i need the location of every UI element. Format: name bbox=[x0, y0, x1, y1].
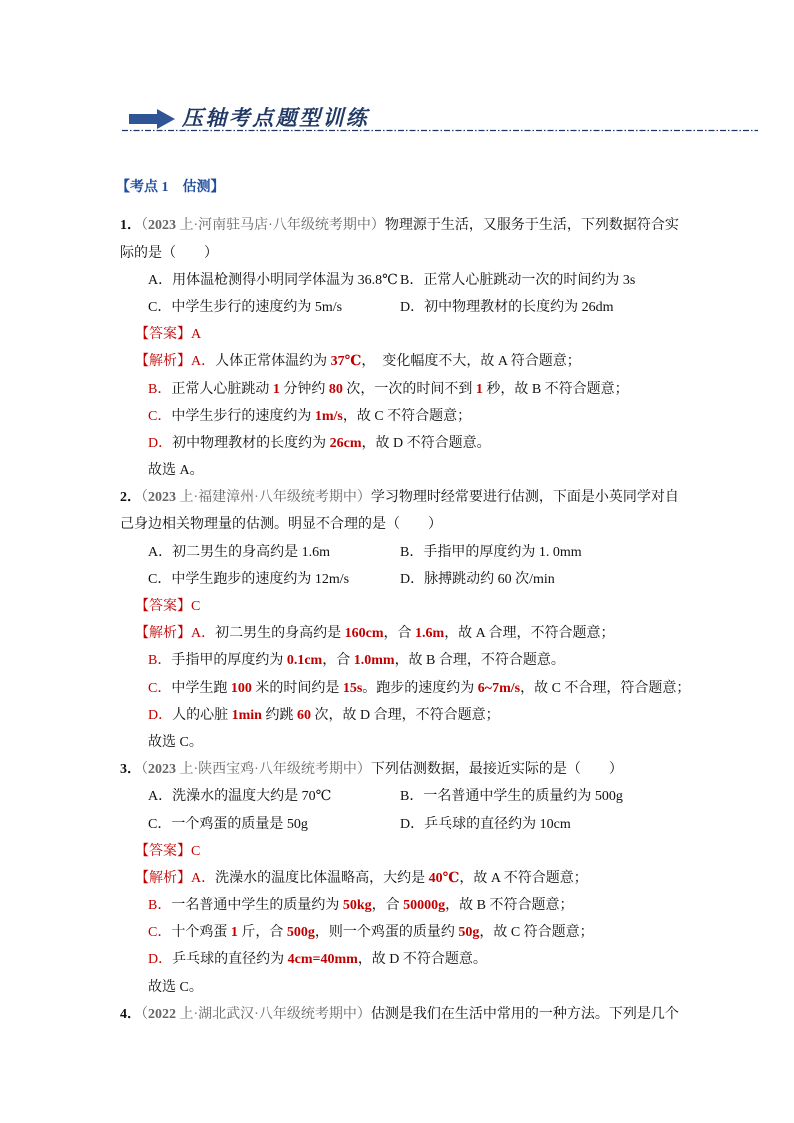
text-run: 15s bbox=[342, 680, 363, 696]
text-run: ，合 bbox=[371, 898, 404, 914]
analysis-line bbox=[120, 865, 740, 892]
text-run: A． bbox=[191, 626, 216, 642]
answer-line bbox=[120, 838, 740, 865]
text-run: 际的是（ ） bbox=[120, 245, 218, 261]
question-stem-line bbox=[120, 484, 740, 511]
text-run: 手指甲的厚度约为 bbox=[171, 653, 287, 669]
text-run: 3． bbox=[120, 762, 141, 778]
text-run: 1m/s bbox=[314, 408, 343, 424]
text-run: 估测是我们在生活中常用的一种方法。下列是几个 bbox=[370, 1006, 679, 1022]
text-run: 己身边相关物理量的估测。明显不合理的是（ ） bbox=[120, 517, 442, 533]
text-run: 1.0mm bbox=[353, 653, 395, 669]
answer-value: C bbox=[191, 599, 201, 615]
text-run: ，故 B 不符合题意； bbox=[445, 898, 574, 914]
analysis-line bbox=[120, 647, 740, 674]
text-run: 【解析】 bbox=[135, 626, 191, 642]
text-run: 1.6m bbox=[415, 626, 445, 642]
text-run: D． bbox=[148, 952, 173, 968]
analysis-line bbox=[120, 675, 740, 702]
text-run: 50000g bbox=[403, 898, 446, 914]
text-run: 上·陕西宝鸡·八年级统考期中） bbox=[176, 762, 371, 778]
analysis-line bbox=[120, 348, 740, 375]
text-run: 斤，合 bbox=[237, 925, 287, 941]
text-run: ，故 A 合理，不符合题意； bbox=[444, 626, 615, 642]
text-run: ，故 C 不合理，符合题意； bbox=[520, 680, 691, 696]
text-run: B． bbox=[148, 898, 172, 914]
question-stem-line bbox=[120, 756, 740, 783]
text-run: 37℃ bbox=[330, 354, 362, 370]
answer-value: C bbox=[191, 843, 201, 859]
text-run: 人的心脏 bbox=[172, 707, 232, 723]
section-header bbox=[0, 0, 794, 140]
text-run: 次，一次的时间不到 bbox=[342, 381, 476, 397]
option-d: D．脉搏跳动约 60 次/min bbox=[400, 571, 555, 587]
option-row bbox=[120, 811, 740, 838]
option-a: A．初二男生的身高约是 1.6m bbox=[148, 544, 330, 560]
text-run: 2023 bbox=[148, 490, 176, 506]
text-run: 500g bbox=[286, 925, 315, 941]
text-run: （ bbox=[141, 218, 148, 234]
answer-line bbox=[120, 321, 740, 348]
conclusion-line: 故选 C。 bbox=[148, 979, 203, 995]
option-row bbox=[120, 294, 740, 321]
question-stem-line bbox=[120, 240, 740, 267]
analysis-line bbox=[120, 430, 740, 457]
option-b: B．一名普通中学生的质量约为 500g bbox=[400, 789, 623, 805]
text-run: 80 bbox=[328, 381, 343, 397]
text-run: 100 bbox=[230, 680, 252, 696]
text-run: 十个鸡蛋 bbox=[171, 925, 231, 941]
text-run: C． bbox=[148, 680, 172, 696]
option-d: D．初中物理教材的长度约为 26dm bbox=[400, 299, 614, 315]
text-run: ，则一个鸡蛋的质量约 bbox=[314, 925, 459, 941]
text-run: ，故 D 不符合题意。 bbox=[357, 952, 487, 968]
text-run: 上·福建漳州·八年级统考期中） bbox=[176, 490, 371, 506]
text-run: ，故 C 符合题意； bbox=[479, 925, 594, 941]
text-run: ，合 bbox=[322, 653, 354, 669]
answer-label: 【答案】 bbox=[135, 843, 191, 859]
text-run: （ bbox=[141, 1006, 148, 1022]
text-run: ，合 bbox=[383, 626, 416, 642]
question-stem-line bbox=[120, 1001, 740, 1028]
option-row bbox=[120, 539, 740, 566]
text-run: 秒，故 B 不符合题意； bbox=[482, 381, 629, 397]
option-c: C．一个鸡蛋的质量是 50g bbox=[148, 816, 308, 832]
conclusion-line: 故选 A。 bbox=[148, 463, 204, 479]
option-c: C．中学生步行的速度约为 5m/s bbox=[148, 299, 343, 315]
text-run: 1 bbox=[475, 381, 483, 397]
option-row bbox=[120, 267, 740, 294]
text-run: 4cm=40mm bbox=[287, 952, 358, 968]
text-run: 物理源于生活，又服务于生活，下列数据符合实 bbox=[384, 218, 679, 234]
text-run: 26cm bbox=[329, 435, 362, 451]
text-run: ，故 D 不符合题意。 bbox=[361, 435, 491, 451]
question-stem-line bbox=[120, 511, 740, 538]
text-run: 1． bbox=[120, 218, 141, 234]
text-run: 1 bbox=[272, 381, 280, 397]
answer-label: 【答案】 bbox=[135, 327, 191, 343]
text-run: 人体正常体温约为 bbox=[215, 354, 331, 370]
text-run: 正常人心脏跳动 bbox=[171, 381, 273, 397]
question-2 bbox=[120, 484, 740, 756]
text-run: C． bbox=[148, 925, 172, 941]
question-4 bbox=[120, 1001, 740, 1028]
text-run: 2022 bbox=[148, 1006, 176, 1022]
text-run: A． bbox=[191, 870, 216, 886]
answer-value: A bbox=[191, 327, 202, 343]
text-run: 1min bbox=[231, 707, 262, 723]
text-run: 洗澡水的温度比体温略高，大约是 bbox=[215, 870, 429, 886]
text-run: 6~7m/s bbox=[477, 680, 521, 696]
option-a: A．洗澡水的温度大约是 70℃ bbox=[148, 789, 332, 805]
answer-line bbox=[120, 593, 740, 620]
analysis-line bbox=[120, 892, 740, 919]
answer-label: 【答案】 bbox=[135, 599, 191, 615]
text-run: 中学生步行的速度约为 bbox=[171, 408, 315, 424]
text-run: A． bbox=[191, 354, 216, 370]
text-run: 。跑步的速度约为 bbox=[362, 680, 478, 696]
text-run: （ bbox=[141, 762, 148, 778]
question-list bbox=[120, 212, 740, 1028]
text-run: 2023 bbox=[148, 218, 176, 234]
text-run: 次，故 D 合理，不符合题意； bbox=[310, 707, 500, 723]
text-run: B． bbox=[148, 653, 172, 669]
text-run: 40℃ bbox=[428, 870, 460, 886]
text-run: 【解析】 bbox=[135, 870, 191, 886]
header-divider bbox=[122, 128, 758, 133]
analysis-line bbox=[120, 702, 740, 729]
question-1 bbox=[120, 212, 740, 484]
option-a: A．用体温枪测得小明同学体温为 36.8℃ bbox=[148, 272, 398, 288]
question-3 bbox=[120, 756, 740, 1001]
text-run: 160cm bbox=[344, 626, 384, 642]
text-run: 下列估测数据，最接近实际的是（ ） bbox=[370, 762, 623, 778]
text-run: 50kg bbox=[342, 898, 372, 914]
text-run: 0.1cm bbox=[286, 653, 323, 669]
text-run: ，故 C 不符合题意； bbox=[342, 408, 472, 424]
option-row bbox=[120, 566, 740, 593]
analysis-line bbox=[120, 376, 740, 403]
text-run: 分钟约 bbox=[279, 381, 329, 397]
text-run: ，故 A 不符合题意； bbox=[459, 870, 588, 886]
text-run: 约跳 bbox=[261, 707, 297, 723]
option-b: B．正常人心脏跳动一次的时间约为 3s bbox=[400, 272, 636, 288]
analysis-line bbox=[120, 946, 740, 973]
option-d: D．乒乓球的直径约为 10cm bbox=[400, 816, 571, 832]
text-run: ， 变化幅度不大，故 A 符合题意； bbox=[361, 354, 581, 370]
conclusion-line: 故选 C。 bbox=[148, 734, 203, 750]
text-run: 乒乓球的直径约为 bbox=[172, 952, 288, 968]
arrow-right-icon bbox=[129, 109, 175, 129]
analysis-line bbox=[120, 403, 740, 430]
option-b: B．手指甲的厚度约为 1. 0mm bbox=[400, 544, 582, 560]
text-run: 初二男生的身高约是 bbox=[215, 626, 345, 642]
text-run: 中学生跑 bbox=[171, 680, 231, 696]
text-run: （ bbox=[141, 490, 148, 506]
option-c: C．中学生跑步的速度约为 12m/s bbox=[148, 571, 350, 587]
text-run: 2023 bbox=[148, 762, 176, 778]
question-stem-line bbox=[120, 212, 740, 239]
text-run: 1 bbox=[230, 925, 238, 941]
text-run: 4． bbox=[120, 1006, 141, 1022]
text-run: C． bbox=[148, 408, 172, 424]
text-run: D． bbox=[148, 707, 173, 723]
text-run: 上·湖北武汉·八年级统考期中） bbox=[176, 1006, 371, 1022]
text-run: ，故 B 合理，不符合题意。 bbox=[394, 653, 565, 669]
text-run: 2． bbox=[120, 490, 141, 506]
option-row bbox=[120, 783, 740, 810]
analysis-line bbox=[120, 919, 740, 946]
text-run: 米的时间约是 bbox=[251, 680, 343, 696]
text-run: 学习物理时经常要进行估测，下面是小英同学对自 bbox=[370, 490, 679, 506]
text-run: 50g bbox=[458, 925, 480, 941]
text-run: 【解析】 bbox=[135, 354, 191, 370]
text-run: 一名普通中学生的质量约为 bbox=[171, 898, 343, 914]
topic-heading: 【考点 1 估测】 bbox=[116, 180, 225, 196]
section-title: 压轴考点题型训练 bbox=[182, 106, 370, 130]
text-run: B． bbox=[148, 381, 172, 397]
analysis-line bbox=[120, 620, 740, 647]
text-run: D． bbox=[148, 435, 173, 451]
text-run: 60 bbox=[296, 707, 311, 723]
text-run: 初中物理教材的长度约为 bbox=[172, 435, 330, 451]
text-run: 上·河南驻马店·八年级统考期中） bbox=[176, 218, 385, 234]
